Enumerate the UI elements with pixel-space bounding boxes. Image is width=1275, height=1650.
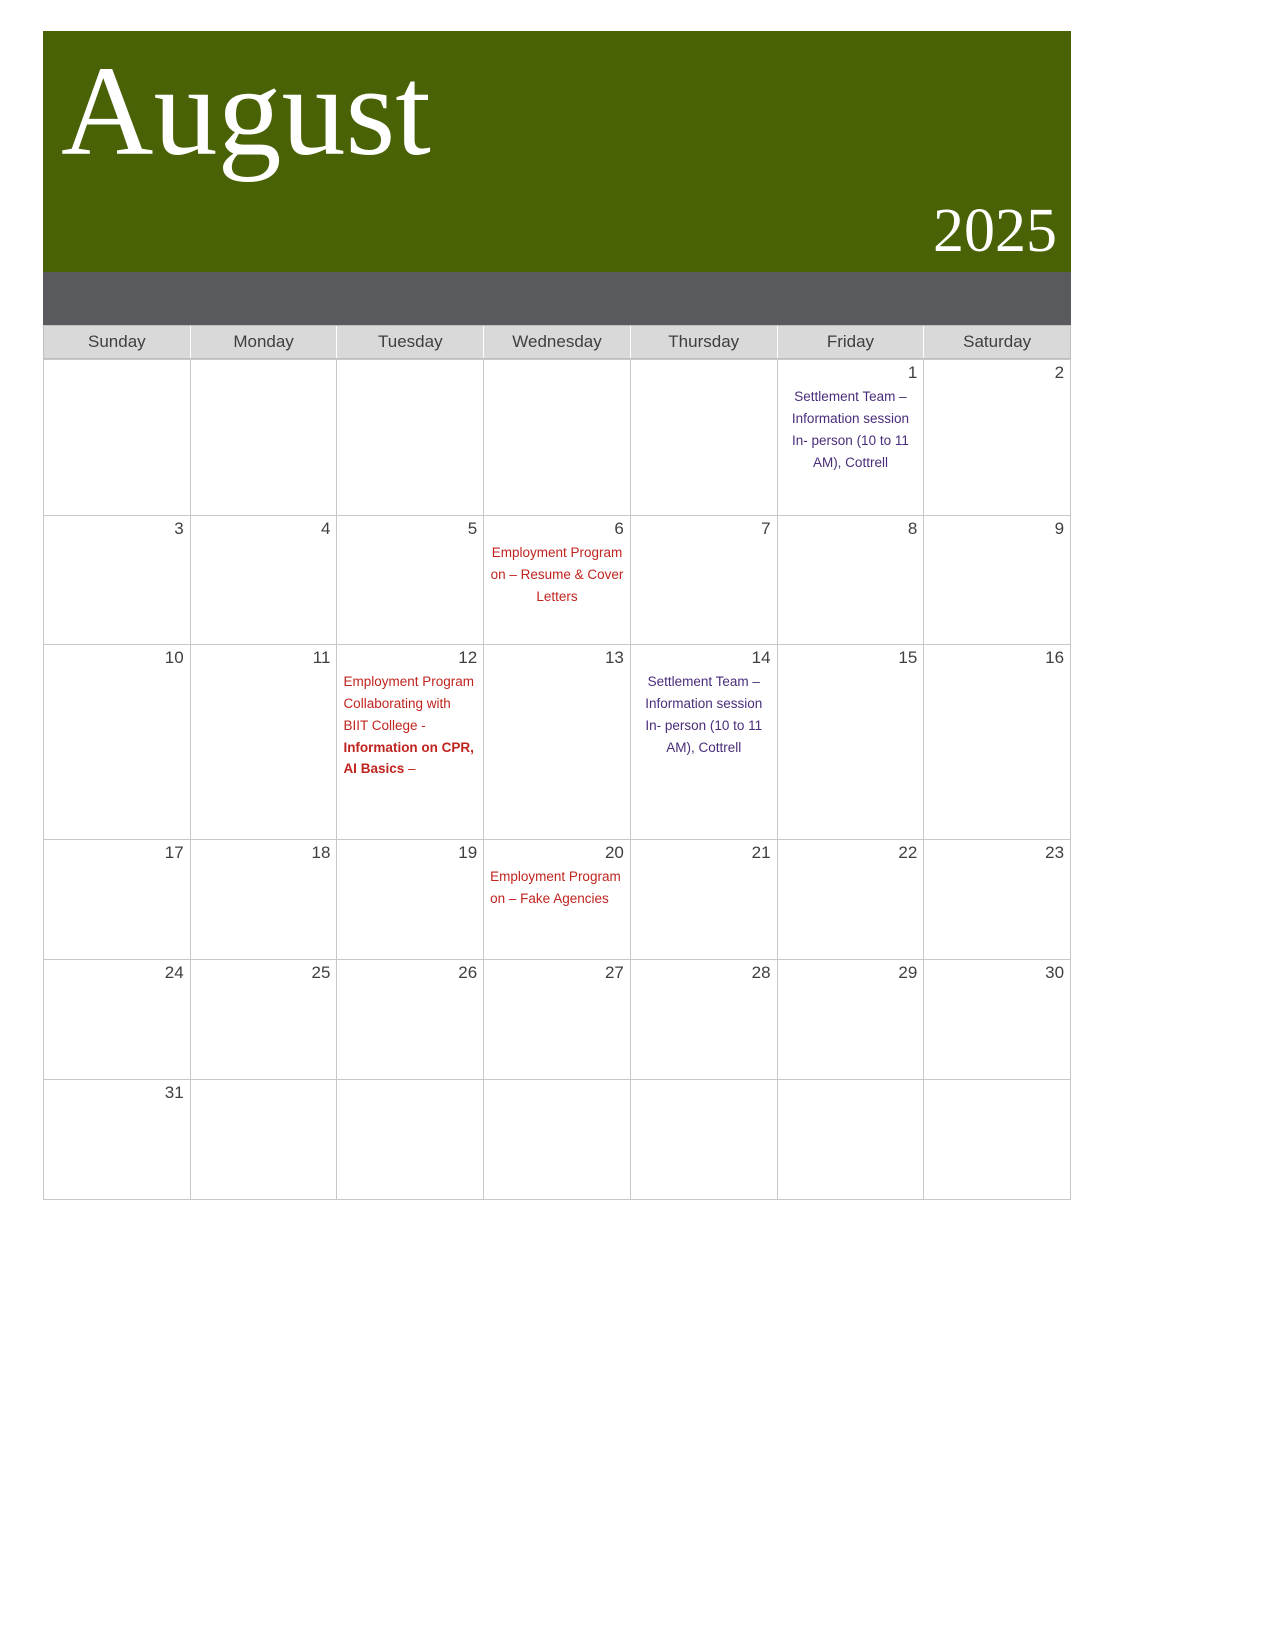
- calendar-day-cell[interactable]: [44, 1080, 191, 1200]
- day-number: 13: [604, 648, 624, 667]
- calendar-day-cell[interactable]: [191, 516, 338, 645]
- day-number: [637, 364, 771, 384]
- calendar-day-cell[interactable]: [44, 645, 191, 840]
- day-events: [490, 542, 624, 608]
- calendar-event[interactable]: Employment Program on – Fake Agencies: [490, 869, 621, 906]
- day-number: [930, 1084, 1064, 1104]
- calendar-day-cell[interactable]: [631, 1080, 778, 1200]
- calendar-day-cell[interactable]: [778, 516, 925, 645]
- calendar-day-cell[interactable]: [924, 1080, 1071, 1200]
- day-number: 24: [164, 963, 184, 982]
- day-number: 9: [1054, 519, 1065, 538]
- calendar-event[interactable]: Settlement Team – Information session In- person (10 to 11 AM), Cottrell: [791, 389, 909, 470]
- day-number: 21: [751, 843, 771, 862]
- day-events: [637, 671, 771, 758]
- day-number: 30: [1045, 963, 1065, 982]
- day-number: 15: [898, 648, 918, 667]
- calendar-day-cell[interactable]: [924, 840, 1071, 960]
- day-number: [197, 364, 331, 384]
- calendar-week-row: [44, 1080, 1071, 1200]
- day-number: 22: [898, 843, 918, 862]
- calendar-day-cell[interactable]: [631, 840, 778, 960]
- day-number: 7: [761, 519, 771, 538]
- day-number: 2: [1054, 363, 1065, 382]
- calendar-week-row: [44, 960, 1071, 1080]
- day-number: 18: [311, 843, 331, 862]
- day-number: 8: [907, 519, 918, 538]
- weekday-wednesday: Wednesday: [484, 326, 631, 358]
- day-number: 12: [458, 648, 478, 667]
- day-number: [784, 1084, 918, 1104]
- day-number: 29: [898, 963, 918, 982]
- calendar-event[interactable]: Settlement Team – Information session In- person (10 to 11 AM), Cottrell: [645, 674, 763, 755]
- weekday-saturday: Saturday: [963, 332, 1032, 351]
- event-text: Employment Program Collaborating with BIIT College -: [343, 674, 474, 733]
- calendar-day-cell[interactable]: [924, 645, 1071, 840]
- calendar-event[interactable]: [343, 671, 477, 780]
- calendar-day-cell[interactable]: [44, 840, 191, 960]
- day-number: 5: [467, 519, 478, 538]
- weekday-header-row: [43, 325, 1071, 359]
- calendar-day-cell[interactable]: [44, 960, 191, 1080]
- calendar-day-cell[interactable]: [44, 360, 191, 516]
- day-number: 17: [164, 843, 184, 862]
- weekday-tuesday: Tuesday: [337, 326, 484, 358]
- day-number: 19: [458, 843, 478, 862]
- day-number: [343, 1084, 477, 1104]
- calendar-day-cell[interactable]: [484, 645, 631, 840]
- calendar-week-row: [44, 516, 1071, 645]
- day-number: [490, 364, 624, 384]
- day-number: [50, 364, 184, 384]
- day-number: 3: [174, 519, 184, 538]
- day-number: 10: [164, 648, 184, 667]
- calendar-day-cell[interactable]: [924, 360, 1071, 516]
- event-text-suffix: –: [404, 761, 416, 777]
- calendar-week-row: [44, 645, 1071, 840]
- calendar-day-cell[interactable]: [631, 360, 778, 516]
- calendar-day-cell[interactable]: [631, 645, 778, 840]
- calendar-header-band: [43, 31, 1071, 272]
- day-number: 20: [604, 843, 624, 862]
- weekday-monday: Monday: [191, 326, 338, 358]
- day-number: 31: [164, 1083, 184, 1102]
- day-number: 4: [320, 519, 331, 538]
- calendar-day-cell[interactable]: [191, 645, 338, 840]
- day-number: 23: [1045, 843, 1065, 862]
- day-number: 27: [604, 963, 624, 982]
- day-number: [490, 1084, 624, 1104]
- calendar-day-cell[interactable]: [191, 1080, 338, 1200]
- day-number: 1: [907, 363, 918, 382]
- day-events: [784, 386, 918, 473]
- day-events: [343, 671, 477, 780]
- calendar-day-cell[interactable]: [191, 840, 338, 960]
- weekday-thursday: Thursday: [631, 326, 778, 358]
- calendar-day-cell[interactable]: [191, 360, 338, 516]
- calendar-day-cell[interactable]: [337, 960, 484, 1080]
- calendar-day-cell[interactable]: [778, 360, 925, 516]
- calendar-day-cell[interactable]: [484, 960, 631, 1080]
- calendar-day-cell[interactable]: [484, 360, 631, 516]
- calendar-day-cell[interactable]: [191, 960, 338, 1080]
- day-number: [637, 1084, 771, 1104]
- calendar-event[interactable]: Employment Program on – Resume & Cover Letters: [490, 545, 624, 604]
- day-number: [343, 364, 477, 384]
- calendar-day-cell[interactable]: [337, 1080, 484, 1200]
- calendar-day-cell[interactable]: [778, 960, 925, 1080]
- day-number: 28: [751, 963, 771, 982]
- calendar-day-cell[interactable]: [337, 645, 484, 840]
- calendar-day-cell[interactable]: [778, 1080, 925, 1200]
- day-number: [197, 1084, 331, 1104]
- calendar-grid: [43, 359, 1071, 1200]
- day-number: 14: [751, 648, 771, 667]
- day-number: 6: [614, 519, 624, 538]
- calendar-day-cell[interactable]: [337, 840, 484, 960]
- month-title: August: [61, 40, 431, 182]
- day-number: 11: [312, 648, 331, 667]
- day-number: 26: [458, 963, 478, 982]
- event-text-emphasis: Information on CPR, AI Basics: [343, 739, 474, 777]
- calendar-day-cell[interactable]: [778, 840, 925, 960]
- weekday-friday: Friday: [778, 326, 925, 358]
- calendar-day-cell[interactable]: [44, 516, 191, 645]
- day-number: 16: [1045, 648, 1065, 667]
- header-divider: [43, 272, 1071, 325]
- calendar-day-cell[interactable]: [631, 960, 778, 1080]
- calendar-day-cell[interactable]: [778, 645, 925, 840]
- calendar-day-cell[interactable]: [484, 1080, 631, 1200]
- calendar-day-cell[interactable]: [484, 840, 631, 960]
- day-number: 25: [311, 963, 331, 982]
- calendar-day-cell[interactable]: [337, 516, 484, 645]
- calendar-day-cell[interactable]: [924, 960, 1071, 1080]
- calendar-day-cell[interactable]: [337, 360, 484, 516]
- calendar-week-row: [44, 360, 1071, 516]
- calendar-week-row: [44, 840, 1071, 960]
- calendar-day-cell[interactable]: [484, 516, 631, 645]
- day-events: [490, 866, 624, 910]
- calendar-day-cell[interactable]: [924, 516, 1071, 645]
- calendar-day-cell[interactable]: [631, 516, 778, 645]
- weekday-sunday: Sunday: [44, 326, 191, 358]
- year-title: 2025: [933, 197, 1057, 265]
